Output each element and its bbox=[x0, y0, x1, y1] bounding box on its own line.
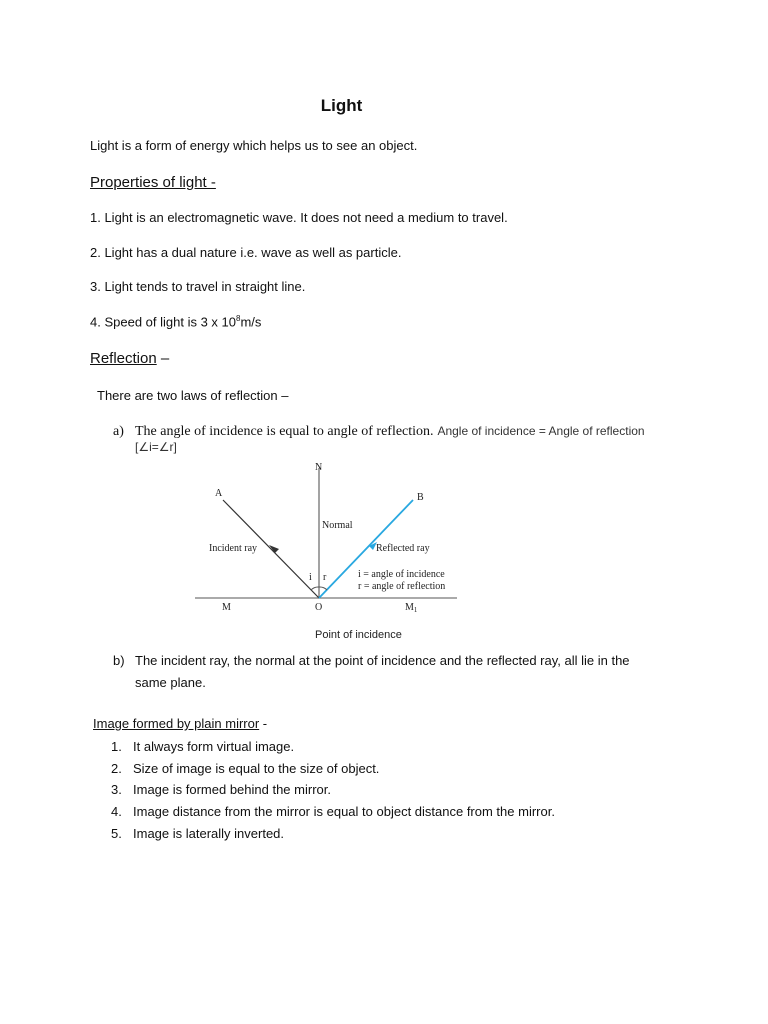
list-number: 5. bbox=[111, 826, 122, 841]
law-a-formula: [∠i=∠r] bbox=[135, 440, 177, 454]
property-item: 1. Light is an electromagnetic wave. It does not need a medium to travel. bbox=[90, 210, 508, 225]
legend-i: i = angle of incidence bbox=[358, 569, 445, 580]
list-number: 4. bbox=[111, 804, 122, 819]
page-title: Light bbox=[320, 96, 363, 115]
angle-i-arc bbox=[311, 587, 319, 590]
mirror-heading-suffix: - bbox=[259, 716, 268, 731]
list-text: Image is formed behind the mirror. bbox=[133, 782, 331, 797]
reflection-diagram bbox=[195, 458, 485, 648]
reflection-heading-dash: – bbox=[156, 350, 170, 367]
law-a bbox=[113, 422, 645, 440]
list-number: 2. bbox=[111, 761, 122, 776]
law-b bbox=[113, 653, 630, 668]
label-m1-main: M bbox=[405, 602, 414, 613]
label-m1-sub: 1 bbox=[413, 606, 418, 614]
law-b-line1: The incident ray, the normal at the point of incidence and the reflected ray, all lie in the bbox=[135, 653, 630, 668]
properties-heading: Properties of light - bbox=[90, 174, 216, 191]
speed-exponent: 8 bbox=[235, 314, 241, 323]
law-b-line2: same plane. bbox=[135, 675, 206, 690]
label-r: r bbox=[323, 572, 327, 583]
list-number: 1. bbox=[111, 739, 122, 754]
speed-suffix: m/s bbox=[240, 314, 262, 330]
mirror-list-item bbox=[111, 739, 294, 754]
laws-intro: There are two laws of reflection – bbox=[97, 388, 289, 403]
property-item-speed bbox=[90, 314, 261, 329]
property-item: 2. Light has a dual nature i.e. wave as well as particle. bbox=[90, 245, 402, 260]
mirror-list-item bbox=[111, 761, 379, 776]
label-normal: Normal bbox=[322, 520, 353, 531]
law-b-marker: b) bbox=[113, 653, 125, 668]
label-m: M bbox=[222, 602, 231, 613]
label-i: i bbox=[309, 572, 312, 583]
mirror-heading bbox=[93, 716, 267, 731]
law-a-marker: a) bbox=[113, 424, 124, 439]
label-reflected-ray: Reflected ray bbox=[376, 543, 430, 554]
label-b: B bbox=[417, 492, 424, 503]
label-incident-ray: Incident ray bbox=[209, 543, 258, 554]
label-m1 bbox=[405, 602, 418, 614]
label-n: N bbox=[315, 462, 323, 473]
mirror-list-item bbox=[111, 782, 331, 797]
reflection-heading bbox=[90, 350, 169, 367]
label-o: O bbox=[315, 602, 323, 613]
list-text: Image is laterally inverted. bbox=[133, 826, 285, 841]
label-a: A bbox=[215, 488, 223, 499]
list-text: Size of image is equal to the size of object. bbox=[133, 761, 380, 776]
speed-prefix: 4. Speed of light is 3 x 10 bbox=[90, 314, 236, 330]
law-a-sans-text: Angle of incidence = Angle of reflection bbox=[437, 424, 645, 438]
list-text: It always form virtual image. bbox=[133, 739, 295, 754]
reflection-heading-text: Reflection bbox=[90, 350, 157, 367]
mirror-heading-text: Image formed by plain mirror bbox=[93, 716, 260, 731]
angle-r-arc bbox=[319, 587, 327, 590]
list-text: Image distance from the mirror is equal to object distance from the mirror. bbox=[133, 804, 555, 819]
diagram-caption: Point of incidence bbox=[315, 629, 402, 641]
legend-r: r = angle of reflection bbox=[358, 581, 446, 592]
law-a-serif-text: The angle of incidence is equal to angle of reflection. bbox=[135, 424, 434, 439]
intro-text: Light is a form of energy which helps us to see an object. bbox=[90, 138, 418, 153]
property-item: 3. Light tends to travel in straight line. bbox=[90, 279, 306, 294]
list-number: 3. bbox=[111, 782, 122, 797]
mirror-list-item bbox=[111, 804, 555, 819]
mirror-list-item bbox=[111, 826, 284, 841]
